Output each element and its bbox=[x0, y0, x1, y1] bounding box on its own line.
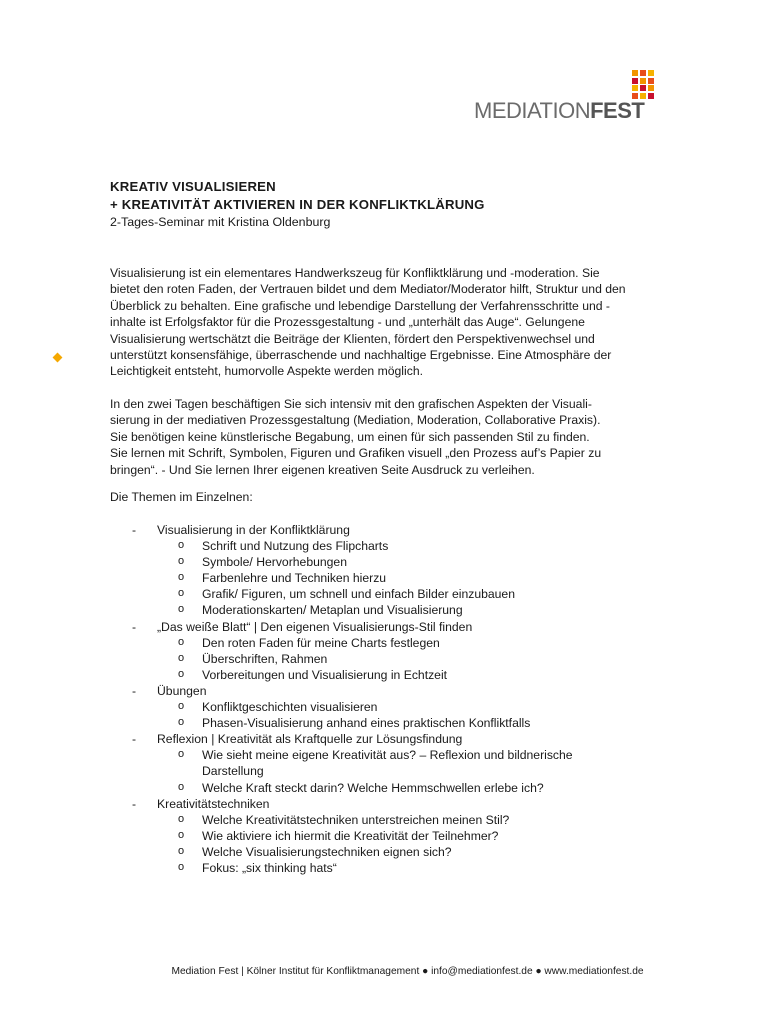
mediation-fest-logo bbox=[474, 70, 664, 126]
subtopic-item bbox=[110, 570, 670, 586]
circle-bullet-icon: o bbox=[178, 635, 185, 648]
subtopic-text: Fokus: „six thinking hats“ bbox=[202, 860, 337, 875]
subtopic-item bbox=[110, 635, 670, 651]
paragraph-line: Die Themen im Einzelnen: bbox=[110, 490, 253, 504]
logo-squares-icon bbox=[632, 70, 658, 100]
subtopic-item bbox=[110, 554, 670, 570]
paragraph-line: inhalte ist Erfolgsfaktor für die Prozessgestaltung - und „unterhält das Auge“. Gelungene bbox=[110, 315, 585, 330]
logo-square bbox=[640, 78, 646, 84]
subtopic-text: Überschriften, Rahmen bbox=[202, 651, 328, 666]
subtopic-item bbox=[110, 586, 670, 602]
seminar-paragraph bbox=[110, 396, 650, 478]
logo-square bbox=[632, 70, 638, 76]
circle-bullet-icon: o bbox=[178, 603, 185, 616]
logo-square bbox=[648, 85, 654, 91]
paragraph-line: Sie benötigen keine künstlerische Begabung, um einen für sich passenden Stil zu finden. bbox=[110, 429, 590, 444]
paragraph-line: sierung in der mediativen Prozessgestaltung (Mediation, Moderation, Collaborative Praxis). bbox=[110, 413, 601, 428]
subtopic-item bbox=[110, 780, 670, 796]
topic-title: Visualisierung in der Konfliktklärung bbox=[157, 523, 350, 537]
circle-bullet-icon: o bbox=[178, 860, 185, 873]
topic-list bbox=[110, 522, 670, 876]
subtopic-text: Welche Kraft steckt darin? Welche Hemmschwellen erlebe ich? bbox=[202, 780, 544, 795]
topic-item bbox=[110, 683, 670, 699]
subtopic-text: Vorbereitungen und Visualisierung in Echtzeit bbox=[202, 667, 448, 682]
subtopic-text: Welche Kreativitätstechniken unterstreichen meinen Stil? bbox=[202, 812, 510, 827]
subtopic-item bbox=[110, 860, 670, 876]
subtopic-item bbox=[110, 812, 670, 828]
paragraph-line: bietet den roten Faden, der Vertrauen bildet und dem Mediator/Moderator hilft, Struktur und den bbox=[110, 282, 626, 297]
circle-bullet-icon: o bbox=[178, 828, 185, 841]
logo-square bbox=[648, 70, 654, 76]
dash-bullet-icon: - bbox=[132, 683, 137, 698]
subtopic-text: Den roten Faden für meine Charts festlegen bbox=[202, 635, 440, 650]
circle-bullet-icon: o bbox=[178, 748, 185, 761]
topic-item bbox=[110, 731, 670, 747]
topic-title: „Das weiße Blatt“ | Den eigenen Visualisierungs-Stil finden bbox=[157, 619, 473, 634]
logo-square bbox=[648, 78, 654, 84]
title-line-1: KREATIV VISUALISIEREN bbox=[110, 179, 276, 194]
topic-title: Kreativitätstechniken bbox=[157, 796, 270, 811]
subtopic-text: Phasen-Visualisierung anhand eines praktischen Konfliktfalls bbox=[202, 716, 531, 731]
circle-bullet-icon: o bbox=[178, 716, 185, 729]
topic-item bbox=[110, 522, 670, 538]
logo-square bbox=[632, 85, 638, 91]
subtopic-text: Konfliktgeschichten visualisieren bbox=[202, 700, 378, 715]
logo-square bbox=[640, 70, 646, 76]
subtopic-text: Welche Visualisierungstechniken eignen sich? bbox=[202, 844, 452, 859]
dash-bullet-icon: - bbox=[132, 732, 137, 747]
subtopic-text: Grafik/ Figuren, um schnell und einfach Bilder einzubauen bbox=[202, 587, 515, 602]
subtopic-item bbox=[110, 538, 670, 554]
logo-wordmark bbox=[474, 98, 644, 124]
circle-bullet-icon: o bbox=[178, 555, 185, 568]
dash-bullet-icon: - bbox=[132, 796, 137, 811]
circle-bullet-icon: o bbox=[178, 587, 185, 600]
paragraph-line: bringen“. - Und Sie lernen Ihrer eigenen kreativen Seite Ausdruck zu verleihen. bbox=[110, 462, 535, 477]
topic-title: Übungen bbox=[157, 683, 207, 698]
topic-title: Reflexion | Kreativität als Kraftquelle zur Lösungsfindung bbox=[157, 732, 463, 747]
circle-bullet-icon: o bbox=[178, 651, 185, 664]
subtopic-item bbox=[110, 667, 670, 683]
circle-bullet-icon: o bbox=[178, 700, 185, 713]
paragraph-line: Leichtigkeit entsteht, humorvolle Aspekte werden möglich. bbox=[110, 364, 423, 379]
subtopic-item bbox=[110, 651, 670, 667]
paragraph-line: Überblick zu behalten. Eine grafische und lebendige Darstellung der Verfahrensschritte und - bbox=[110, 298, 610, 313]
circle-bullet-icon: o bbox=[178, 780, 185, 793]
circle-bullet-icon: o bbox=[178, 667, 185, 680]
paragraph-line: In den zwei Tagen beschäftigen Sie sich intensiv mit den grafischen Aspekten der Visuali- bbox=[110, 397, 592, 411]
subtopic-text: Wie sieht meine eigene Kreativität aus? – Reflexion und bildnerische bbox=[202, 748, 573, 763]
diamond-marker-icon bbox=[53, 353, 63, 363]
subtopic-text: Farbenlehre und Techniken hierzu bbox=[202, 571, 387, 586]
dash-bullet-icon: - bbox=[132, 619, 137, 634]
intro-paragraph bbox=[110, 265, 650, 380]
circle-bullet-icon: o bbox=[178, 844, 185, 857]
paragraph-line: Sie lernen mit Schrift, Symbolen, Figuren und Grafiken visuell „den Prozess auf’s Papier zu bbox=[110, 446, 602, 461]
logo-text-light: MEDIATION bbox=[474, 98, 591, 123]
page-footer: Mediation Fest | Kölner Institut für Konfliktmanagement ● info@mediationfest.de ● www.mediationfest.de bbox=[171, 966, 644, 977]
subtopic-item bbox=[110, 747, 670, 763]
subtopic-continuation: Darstellung bbox=[202, 764, 264, 779]
circle-bullet-icon: o bbox=[178, 812, 185, 825]
subtopic-text: Symbole/ Hervorhebungen bbox=[202, 555, 347, 570]
subtopic-item bbox=[110, 844, 670, 860]
paragraph-line: unterstützt konsensfähige, überraschende und nachhaltige Ergebnisse. Eine Atmosphäre der bbox=[110, 348, 612, 363]
document-title bbox=[110, 178, 485, 214]
logo-text-bold: FEST bbox=[590, 98, 645, 123]
subtopic-item bbox=[110, 602, 670, 618]
subtopic-text: Schrift und Nutzung des Flipcharts bbox=[202, 539, 389, 554]
subtopic-item bbox=[110, 715, 670, 731]
circle-bullet-icon: o bbox=[178, 571, 185, 584]
subtopic-text: Wie aktiviere ich hiermit die Kreativität der Teilnehmer? bbox=[202, 828, 499, 843]
logo-square bbox=[640, 85, 646, 91]
subtopic-item bbox=[110, 699, 670, 715]
dash-bullet-icon: - bbox=[132, 523, 137, 537]
paragraph-line: Visualisierung wertschätzt die Beiträge der Klienten, fördert den Perspektivenwechsel und bbox=[110, 331, 595, 346]
topic-item bbox=[110, 796, 670, 812]
title-line-2: + KREATIVITÄT AKTIVIEREN IN DER KONFLIKTKLÄRUNG bbox=[110, 197, 485, 212]
paragraph-line: Visualisierung ist ein elementares Handwerkszeug für Konfliktklärung und -moderation. Sie bbox=[110, 266, 600, 280]
topics-intro bbox=[110, 489, 650, 505]
document-subtitle: 2-Tages-Seminar mit Kristina Oldenburg bbox=[110, 215, 331, 229]
topic-item bbox=[110, 619, 670, 635]
subtopic-item bbox=[110, 828, 670, 844]
logo-square bbox=[632, 78, 638, 84]
logo-square bbox=[648, 93, 654, 99]
circle-bullet-icon: o bbox=[178, 539, 185, 552]
subtopic-text: Moderationskarten/ Metaplan und Visualisierung bbox=[202, 603, 463, 618]
